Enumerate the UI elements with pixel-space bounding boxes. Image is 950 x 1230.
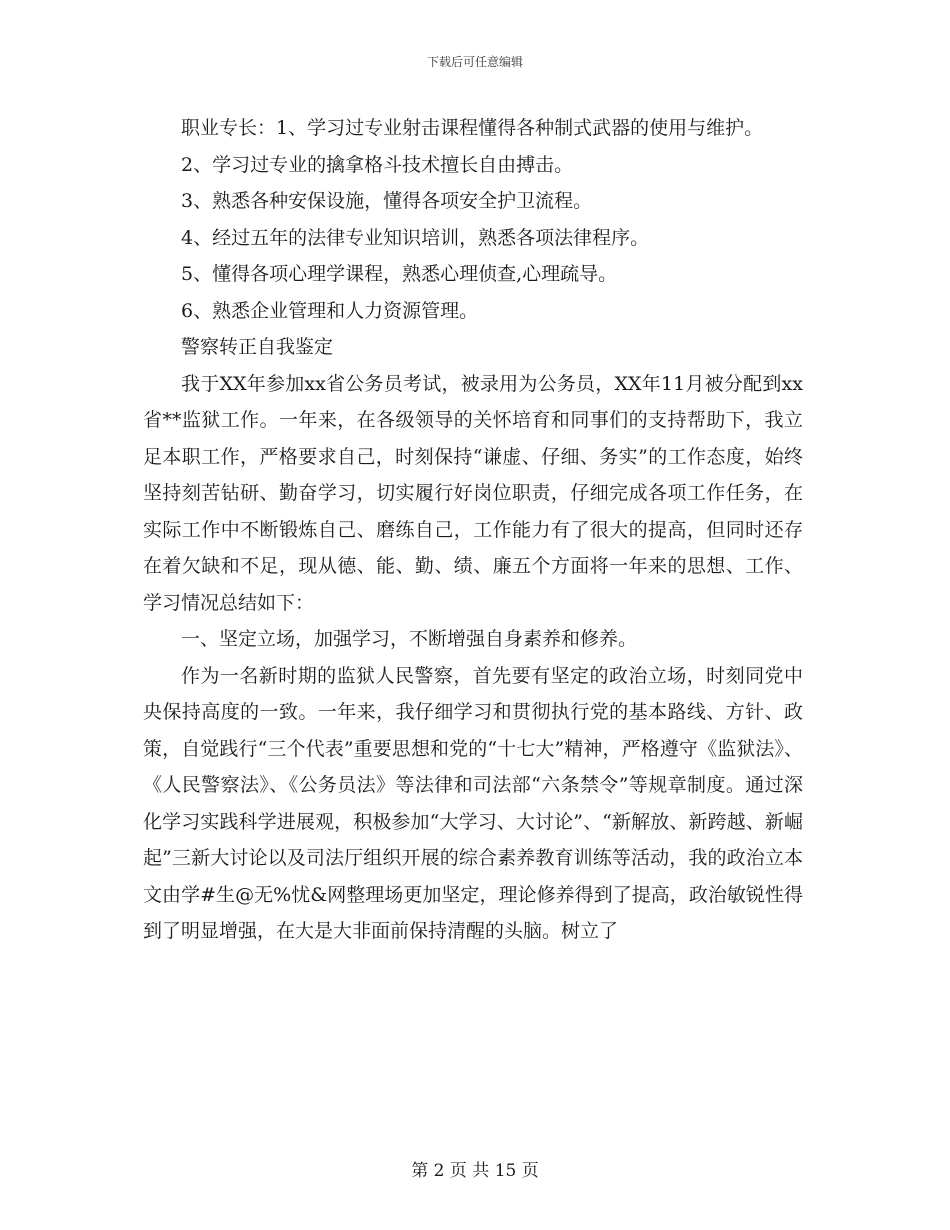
section-heading-1: 一、坚定立场，加强学习，不断增强自身素养和修养。 [181,628,638,650]
header-note: 下载后可任意编辑 [426,55,523,69]
page-number: 第 2 页 共 15 页 [411,1161,539,1181]
paragraph-skills-1: 职业专长：1、学习过专业射击课程懂得各种制式武器的使用与维护。 [181,117,764,139]
paragraph-skills-2: 2、学习过专业的擒拿格斗技术擅长自由搏击。 [181,153,574,176]
paragraph-intro: 我于XX年参加xx省公务员考试，被录用为公务员，XX年11月被分配到xx省**监狱工作。一年来，在各级领导的关怀培育和同事们的支持帮助下，我立足本职工作，严格要求自己，时刻保持“谦虚、仔细、务实”的工作态度，始终坚持刻苦钻研、勤奋学习，切实履行好岗位职责，仔细完成各项工作任务，在实际工作中不断锻炼自己、磨练自己，工作能力有了很大的提高，但同时还存在着欠缺和不足，现从德、能、勤、绩、廉五个方面将一年来的思想、工作、学习情况总结如下： [143,372,803,614]
paragraph-skills-3: 3、熟悉各种安保设施，懂得各项安全护卫流程。 [181,190,593,212]
paragraph-skills-4: 4、经过五年的法律专业知识培训，熟悉各项法律程序。 [181,226,650,249]
paragraph-skills-5: 5、懂得各项心理学课程，熟悉心理侦查,心理疏导。 [181,263,618,285]
paragraph-section-1: 作为一名新时期的监狱人民警察，首先要有坚定的政治立场，时刻同党中央保持高度的一致。一年来，我仔细学习和贯彻执行党的基本路线、方针、政策，自觉践行“三个代表”重要思想和党的“十七大”精神，严格遵守《监狱法》、《人民警察法》、《公务员法》等法律和司法部“六条禁令”等规章制度。通过深化学习实践科学进展观，积极参加“大学习、大讨论”、“新解放、新跨越、新崛起”三新大讨论以及司法厅组织开展的综合素养教育训练等活动，我的政治立本文由学#生@无%忧&网整理场更加坚定，理论修养得到了提高，政治敏锐性得到了明显增强，在大是大非面前保持清醒的头脑。树立了 [143,664,803,942]
paragraph-skills-6: 6、熟悉企业管理和人力资源管理。 [181,299,479,322]
document-body [143,110,803,950]
section-title: 警察转正自我鉴定 [181,336,334,358]
